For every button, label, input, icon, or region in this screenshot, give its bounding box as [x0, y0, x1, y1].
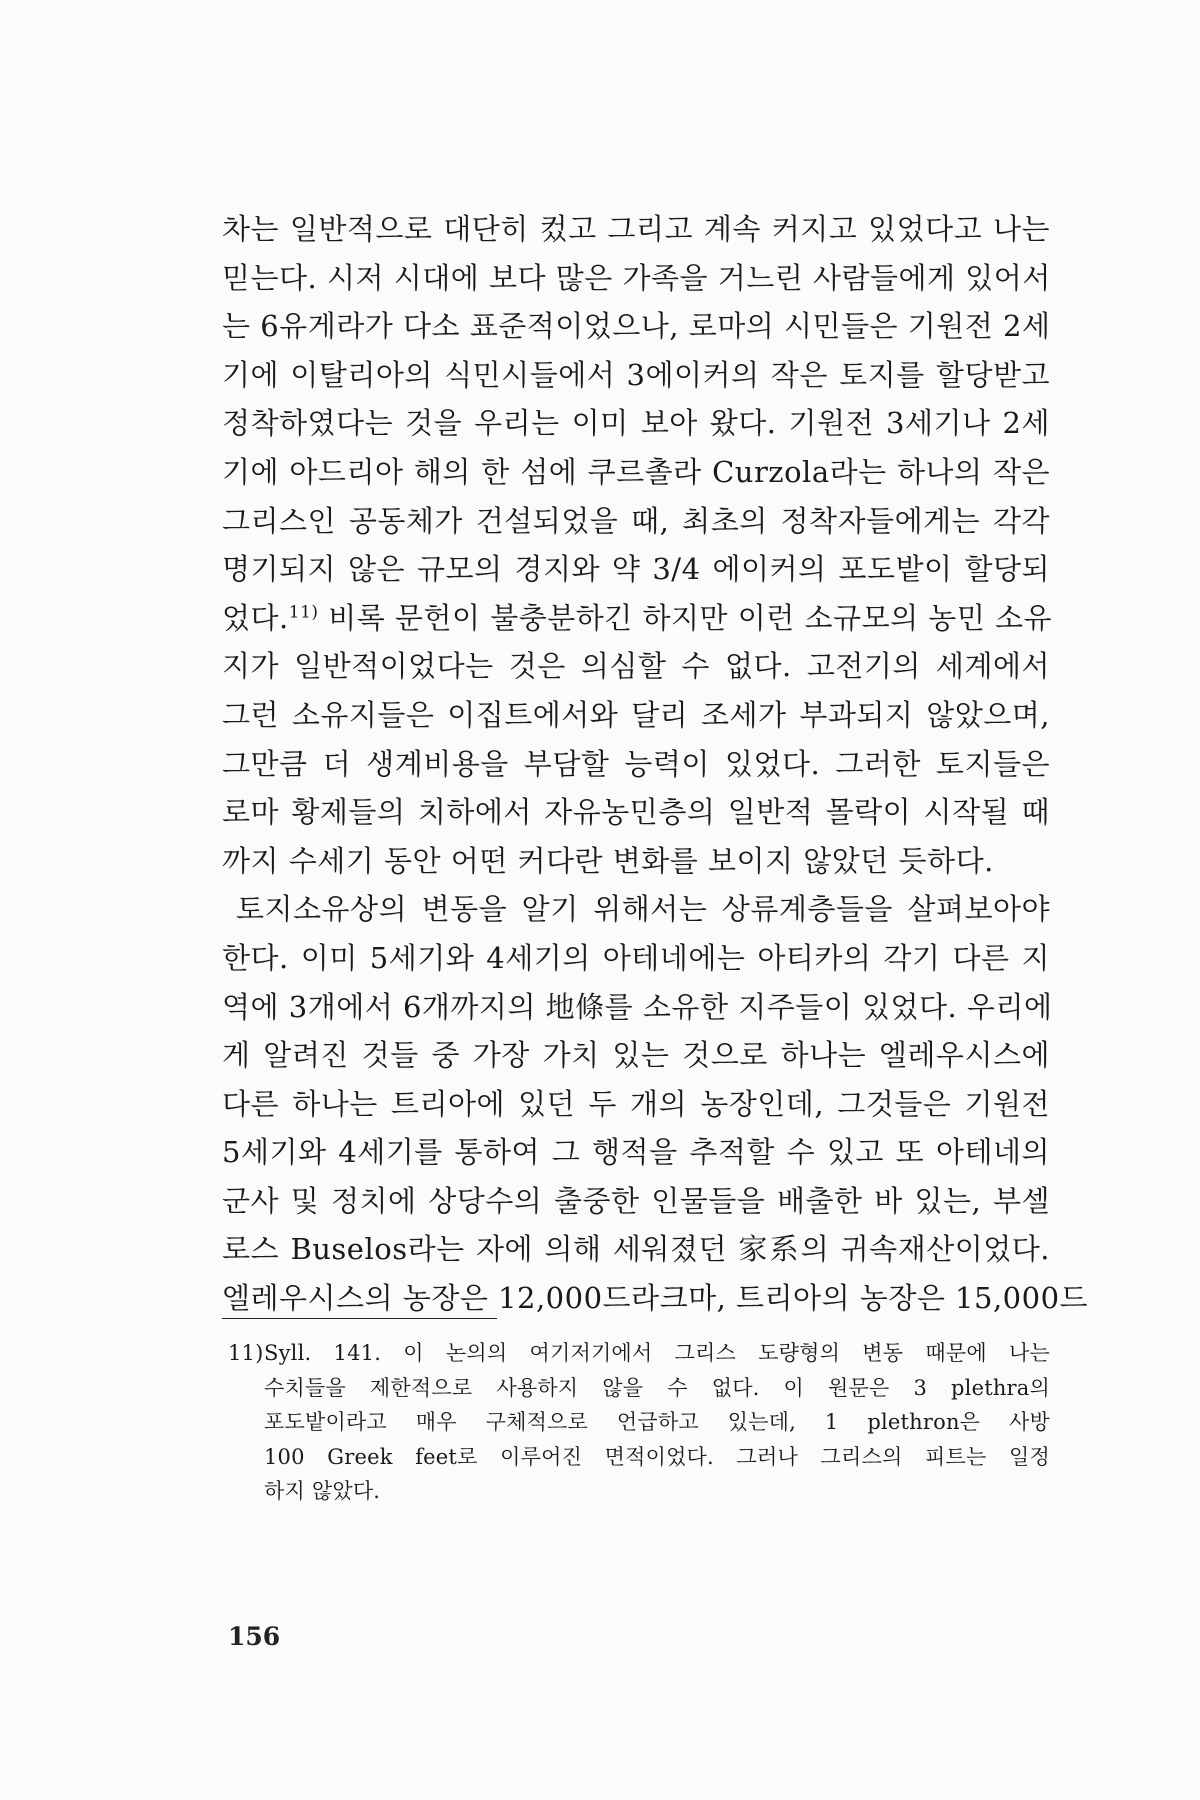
text-line: 까지 수세기 동안 어떤 커다란 변화를 보이지 않았던 듯하다. [222, 843, 994, 878]
text-line: 5세기와 4세기를 통하여 그 행적을 추적할 수 있고 또 아테네의 [222, 1135, 1050, 1170]
text-line: 한다. 이미 5세기와 4세기의 아테네에는 아티카의 각기 다른 지 [222, 940, 1050, 975]
text-line: 는 6유게라가 다소 표준적이었으나, 로마의 시민들은 기원전 2세 [222, 309, 1051, 344]
footnote-reference: 11) [288, 602, 319, 623]
text-line: 다른 하나는 트리아에 있던 두 개의 농장인데, 그것들은 기원전 [222, 1086, 1050, 1121]
text-line: 게 알려진 것들 중 가장 가치 있는 것으로 하나는 엘레우시스에 [222, 1038, 1050, 1073]
text-line: 그리스인 공동체가 건설되었을 때, 최초의 정착자들에게는 각각 [222, 503, 1050, 538]
footnote-divider [222, 1318, 497, 1319]
paragraph-start-line: 토지소유상의 변동을 알기 위해서는 상류계층들을 살펴보아야 [236, 892, 1050, 927]
text-line: 차는 일반적으로 대단히 컸고 그리고 계속 커지고 있었다고 나는 [222, 212, 1050, 246]
footnote-line: 100 Greek feet로 이루어진 면적이었다. 그러나 그리스의 피트는 일정 [264, 1444, 1050, 1469]
text-line: 지가 일반적이었다는 것은 의심할 수 없다. 고전기의 세계에서 [222, 649, 1050, 684]
text-line: 믿는다. 시저 시대에 보다 많은 가족을 거느린 사람들에게 있어서 [222, 260, 1051, 295]
footnote [228, 1336, 1050, 1509]
text-line: 역에 3개에서 6개까지의 地條를 소유한 지주들이 있었다. 우리에 [222, 989, 1053, 1024]
text-line: 군사 및 정치에 상당수의 출중한 인물들을 배출한 바 있는, 부셀 [222, 1183, 1050, 1218]
text-line: 그만큼 더 생계비용을 부담할 능력이 있었다. 그러한 토지들은 [222, 746, 1050, 781]
text-line: 로스 Buselos라는 자에 의해 세워졌던 家系의 귀속재산이었다. [222, 1232, 1050, 1267]
text-line: 명기되지 않은 규모의 경지와 약 3/4 에이커의 포도밭이 할당되 [222, 552, 1050, 587]
text-line: 기에 이탈리아의 식민시들에서 3에이커의 작은 토지를 할당받고 [222, 357, 1050, 392]
footnote-number: 11) [228, 1341, 264, 1365]
footnote-line: 하지 않았다. [264, 1479, 381, 1504]
footnote-text: Syll. 141. 이 논의의 여기저기에서 그리스 도량형의 변동 때문에 나는 [264, 1341, 1050, 1365]
text-line: 그런 소유지들은 이집트에서와 달리 조세가 부과되지 않았으며, [222, 697, 1050, 732]
footnote-line: 포도밭이라고 매우 구체적으로 언급하고 있는데, 1 plethron은 사방 [264, 1410, 1050, 1435]
text-fragment: 었다. [222, 600, 289, 635]
text-line: 정착하였다는 것을 우리는 이미 보아 왔다. 기원전 3세기나 2세 [222, 406, 1050, 441]
main-text-block [222, 205, 1089, 1323]
text-line: 기에 아드리아 해의 한 섬에 쿠르촐라 Curzola라는 하나의 작은 [222, 454, 1050, 489]
text-line: 로마 황제들의 치하에서 자유농민층의 일반적 몰락이 시작될 때 [222, 795, 1050, 830]
text-line-with-footnote-ref [222, 594, 1053, 643]
footnote-line: 수치들을 제한적으로 사용하지 않을 수 없다. 이 원문은 3 plethra의 [264, 1375, 1050, 1400]
text-line: 엘레우시스의 농장은 12,000드라크마, 트리아의 농장은 15,000드 [222, 1281, 1089, 1316]
footnote-line [228, 1336, 1050, 1371]
page-number: 156 [228, 1622, 281, 1651]
text-fragment: 비록 문헌이 불충분하긴 하지만 이런 소규모의 농민 소유 [328, 600, 1053, 635]
